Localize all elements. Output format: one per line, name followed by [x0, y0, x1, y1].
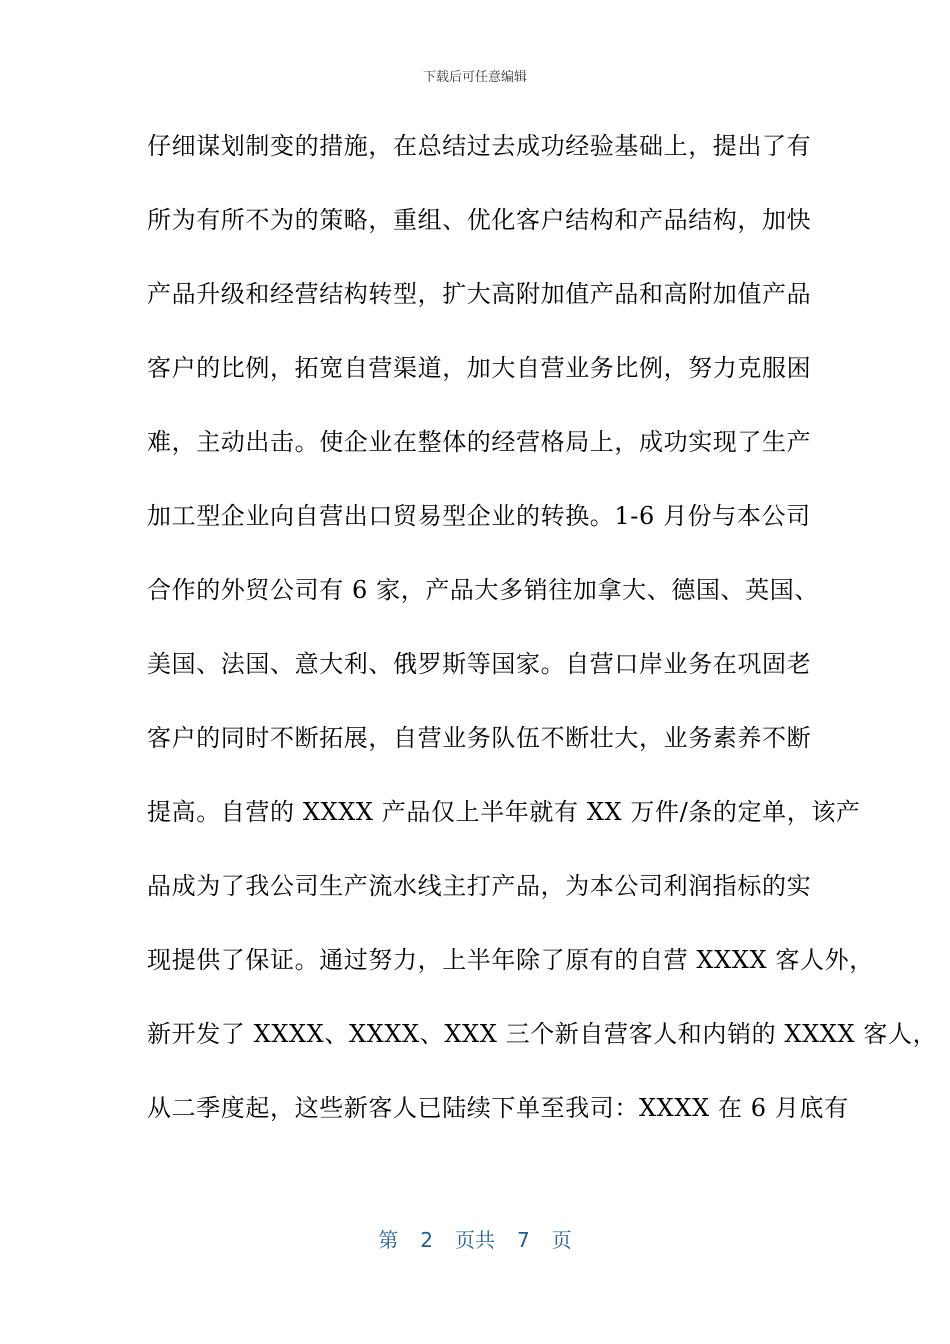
body-line: 品成为了我公司生产流水线主打产品，为本公司利润指标的实 [147, 872, 812, 900]
body-line: 客户的比例，拓宽自营渠道，加大自营业务比例，努力克服困 [147, 354, 812, 382]
footer-middle: 页共 [455, 1228, 495, 1252]
footer-page-number: 2 [420, 1228, 433, 1252]
document-body [147, 126, 938, 1162]
page-footer [0, 1224, 950, 1253]
body-line: 仔细谋划制变的措施，在总结过去成功经验基础上，提出了有 [147, 132, 812, 160]
body-line: 难，主动出击。使企业在整体的经营格局上，成功实现了生产 [147, 428, 812, 456]
body-line: 加工型企业向自营出口贸易型企业的转换。1-6 月份与本公司 [147, 502, 811, 530]
body-line: 客户的同时不断拓展，自营业务队伍不断壮大，业务素养不断 [147, 724, 812, 752]
footer-suffix: 页 [551, 1228, 572, 1252]
body-line: 所为有所不为的策略，重组、优化客户结构和产品结构，加快 [147, 206, 812, 234]
body-line: 美国、法国、意大利、俄罗斯等国家。自营口岸业务在巩固老 [147, 650, 812, 678]
body-line: 合作的外贸公司有 6 家，产品大多销往加拿大、德国、英国、 [147, 576, 819, 604]
page-header: 下载后可任意编辑 [422, 70, 527, 85]
body-line: 新开发了 XXXX、XXXX、XXX 三个新自营客人和内销的 XXXX 客人， [147, 1020, 938, 1048]
footer-prefix: 第 [378, 1228, 399, 1252]
body-line: 现提供了保证。通过努力，上半年除了原有的自营 XXXX 客人外， [147, 946, 874, 974]
body-line: 提高。自营的 XXXX 产品仅上半年就有 XX 万件/条的定单，该产 [147, 798, 861, 826]
body-line: 从二季度起，这些新客人已陆续下单至我司：XXXX 在 6 月底有 [147, 1094, 849, 1122]
footer-total-pages: 7 [517, 1228, 530, 1252]
body-line: 产品升级和经营结构转型，扩大高附加值产品和高附加值产品 [147, 280, 812, 308]
